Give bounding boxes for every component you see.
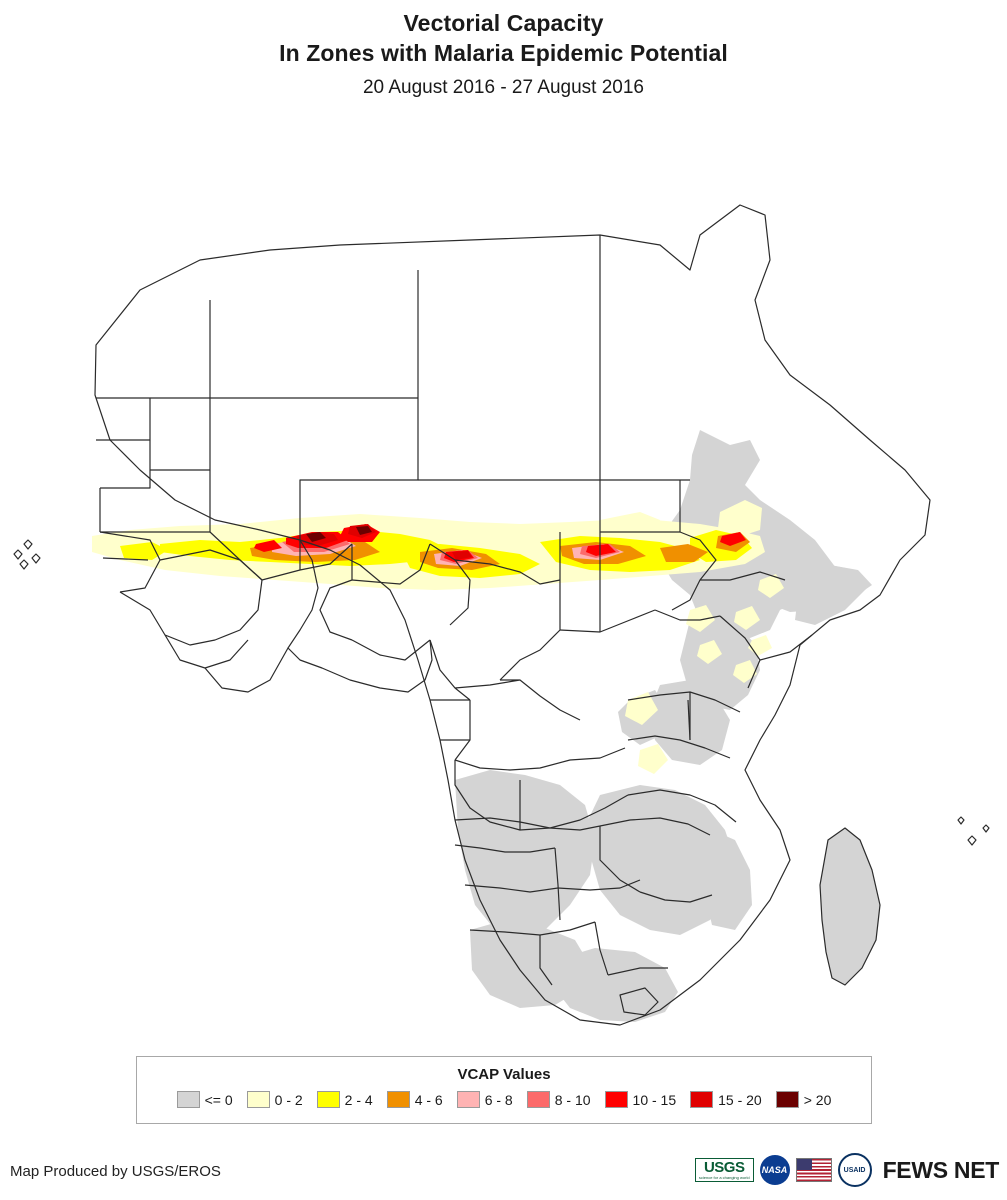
- legend-label: 15 - 20: [718, 1091, 762, 1108]
- map-titleblock: [0, 8, 1007, 102]
- nasa-logo: [760, 1155, 790, 1185]
- legend-swatch-icon: [317, 1091, 340, 1108]
- usgs-logo-tagline: science for a changing world: [698, 1175, 750, 1180]
- legend-swatch-icon: [776, 1091, 799, 1108]
- legend-item: [177, 1091, 233, 1108]
- legend-item: [317, 1091, 373, 1108]
- legend-item: [387, 1091, 443, 1108]
- legend-item: [690, 1091, 762, 1108]
- legend-label: <= 0: [204, 1091, 233, 1108]
- legend-item: [247, 1091, 303, 1108]
- legend-swatch-icon: [457, 1091, 480, 1108]
- flag-canton: [797, 1159, 812, 1170]
- legend-swatch-icon: [247, 1091, 270, 1108]
- usgs-logo: [695, 1158, 754, 1182]
- map-canvas[interactable]: [0, 140, 1007, 1040]
- usgs-logo-label: USGS: [703, 1159, 745, 1176]
- legend-item: [457, 1091, 513, 1108]
- legend-item: [605, 1091, 677, 1108]
- legend-label: 8 - 10: [554, 1091, 591, 1108]
- legend-label: 6 - 8: [484, 1091, 513, 1108]
- usaid-logo-label: USAID: [838, 1153, 872, 1187]
- page-title-line1: Vectorial Capacity: [403, 10, 604, 36]
- legend-label: 0 - 2: [274, 1091, 303, 1108]
- legend-label: 10 - 15: [632, 1091, 677, 1108]
- footer-logo-strip: [689, 1152, 999, 1188]
- map-credit: Map Produced by USGS/EROS: [10, 1163, 221, 1180]
- legend-title: VCAP Values: [457, 1066, 551, 1083]
- page-title-line2: In Zones with Malaria Epidemic Potential: [279, 40, 728, 66]
- fewsnet-logo: [878, 1157, 999, 1184]
- legend-item: [776, 1091, 832, 1108]
- legend-item: [527, 1091, 591, 1108]
- map-legend: [136, 1056, 872, 1124]
- legend-swatch-icon: [527, 1091, 550, 1108]
- fewsnet-label: FEWS NET: [882, 1156, 999, 1183]
- date-range-subtitle: 20 August 2016 - 27 August 2016: [362, 77, 644, 98]
- legend-swatch-icon: [387, 1091, 410, 1108]
- nasa-logo-label: NASA: [760, 1155, 790, 1185]
- africa-map-svg[interactable]: [0, 140, 1007, 1040]
- legend-items: [137, 1091, 871, 1108]
- legend-swatch-icon: [690, 1091, 713, 1108]
- us-flag-icon: [796, 1158, 832, 1182]
- legend-label: 4 - 6: [414, 1091, 443, 1108]
- legend-swatch-icon: [177, 1091, 200, 1108]
- legend-label: 2 - 4: [344, 1091, 373, 1108]
- legend-swatch-icon: [605, 1091, 628, 1108]
- legend-label: > 20: [803, 1091, 832, 1108]
- usaid-logo: [838, 1153, 872, 1187]
